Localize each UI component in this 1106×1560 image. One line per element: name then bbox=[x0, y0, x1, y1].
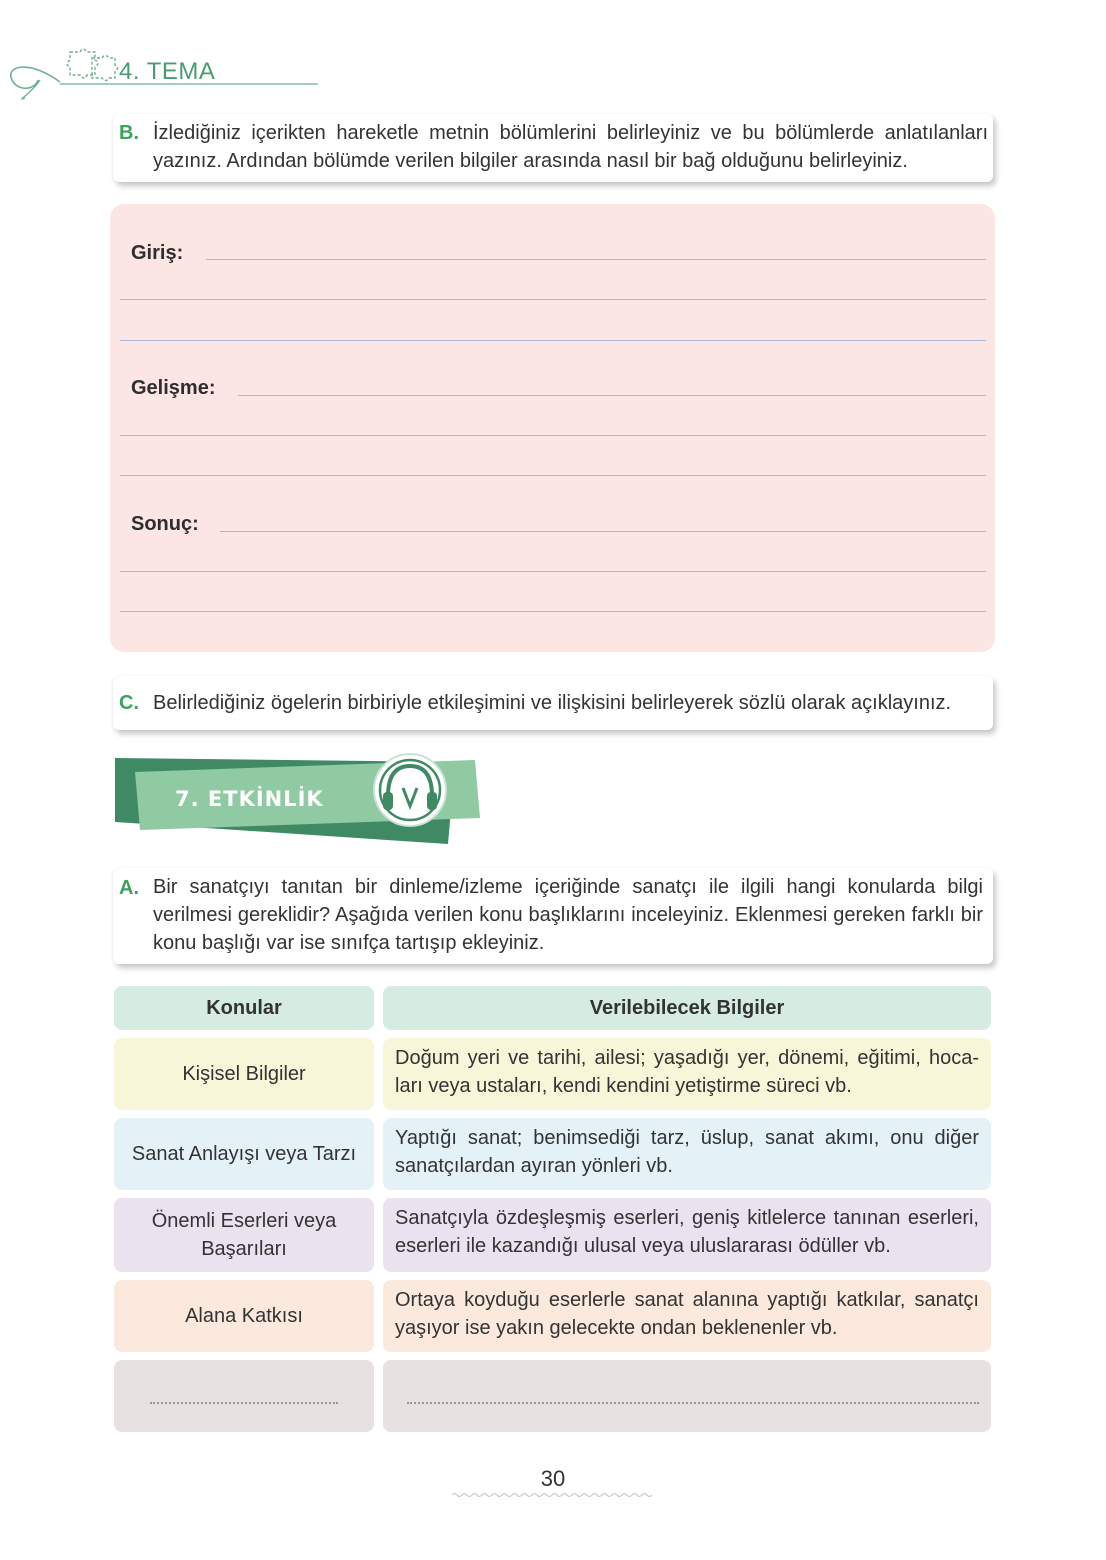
table-header-topics: Konular bbox=[114, 986, 374, 1030]
table-row-contribution-info: Ortaya koyduğu eserlerle sanat alanına yaptığı katkılar, sanatçı yaşıyor ise yakın gelecekte ondan beklenenler vb. bbox=[383, 1280, 991, 1352]
wave-divider bbox=[452, 1491, 652, 1499]
activity-banner bbox=[110, 752, 490, 852]
writing-box bbox=[110, 204, 995, 652]
question-a-box bbox=[113, 868, 993, 964]
conclusion-line-2[interactable] bbox=[120, 571, 986, 572]
dotted-line bbox=[150, 1402, 338, 1404]
table-row-personal-info: Doğum yeri ve tarihi, ailesi; yaşadığı yer, dönemi, eğitimi, hoca-ları veya ustaları, kendi kendini yetiştirme süreci vb. bbox=[383, 1038, 991, 1110]
table-row-works-info: Sanatçıyla özdeşleşmiş eserleri, geniş kitlelerce tanınan eserleri, eserleri ile kazandığı ulusal veya uluslararası ödüller vb. bbox=[383, 1198, 991, 1272]
intro-label: Giriş: bbox=[131, 242, 184, 264]
question-b-letter: B. bbox=[119, 122, 139, 144]
theme-title: 4. TEMA bbox=[119, 58, 216, 85]
development-line-3[interactable] bbox=[120, 475, 986, 476]
page-number: 30 bbox=[540, 1466, 566, 1491]
question-c-text: Belirlediğiniz ögelerin birbiriyle etkileşimini ve ilişkisini belirleyerek sözlü olarak açıklayınız. bbox=[153, 692, 952, 714]
table-row-contribution-topic: Alana Katkısı bbox=[114, 1280, 374, 1352]
conclusion-line-3[interactable] bbox=[120, 611, 986, 612]
table-row-style-info: Yaptığı sanat; benimsediği tarz, üslup, sanat akımı, onu diğer sanatçılardan ayıran yönleri vb. bbox=[383, 1118, 991, 1190]
dotted-line bbox=[407, 1402, 979, 1404]
table-header-information: Verilebilecek Bilgiler bbox=[383, 986, 991, 1030]
table-row-empty-info[interactable] bbox=[383, 1360, 991, 1432]
intro-line-2[interactable] bbox=[120, 299, 986, 300]
table-row-empty-topic[interactable] bbox=[114, 1360, 374, 1432]
question-c-letter: C. bbox=[119, 692, 139, 714]
development-line-1[interactable] bbox=[238, 395, 986, 396]
question-c-box bbox=[113, 676, 993, 730]
activity-title: 7. ETKİNLİK bbox=[175, 787, 324, 811]
conclusion-line-1[interactable] bbox=[220, 531, 986, 532]
table-row-personal-topic: Kişisel Bilgiler bbox=[114, 1038, 374, 1110]
intro-line-1[interactable] bbox=[206, 259, 986, 260]
table-row-works-topic: Önemli Eserleri veya Başarıları bbox=[114, 1198, 374, 1272]
table-row-style-topic: Sanat Anlayışı veya Tarzı bbox=[114, 1118, 374, 1190]
headphones-icon bbox=[380, 760, 440, 820]
question-a-text: Bir sanatçıyı tanıtan bir dinleme/izleme içeriğinde sanatçı ile ilgili hangi konularda bilgi verilmesi gereklidir? Aşağıda verilen konu başlıklarını inceleyiniz. Eklenmesi gereken farklı bir konu başlığı var ise sınıfça tartışıp ekleyiniz. bbox=[153, 876, 983, 954]
question-b-box bbox=[113, 114, 993, 182]
conclusion-label: Sonuç: bbox=[131, 513, 199, 535]
intro-line-3[interactable] bbox=[120, 340, 986, 341]
development-label: Gelişme: bbox=[131, 377, 216, 399]
question-a-letter: A. bbox=[119, 877, 139, 899]
theme-header bbox=[0, 40, 330, 110]
question-b-text: İzlediğiniz içerikten hareketle metnin bölümlerini belirleyiniz ve bu bölümlerde anlatılanları yazınız. Ardından bölümde verilen bilgiler arasında nasıl bir bağ olduğunu belirleyiniz. bbox=[153, 122, 988, 172]
development-line-2[interactable] bbox=[120, 435, 986, 436]
